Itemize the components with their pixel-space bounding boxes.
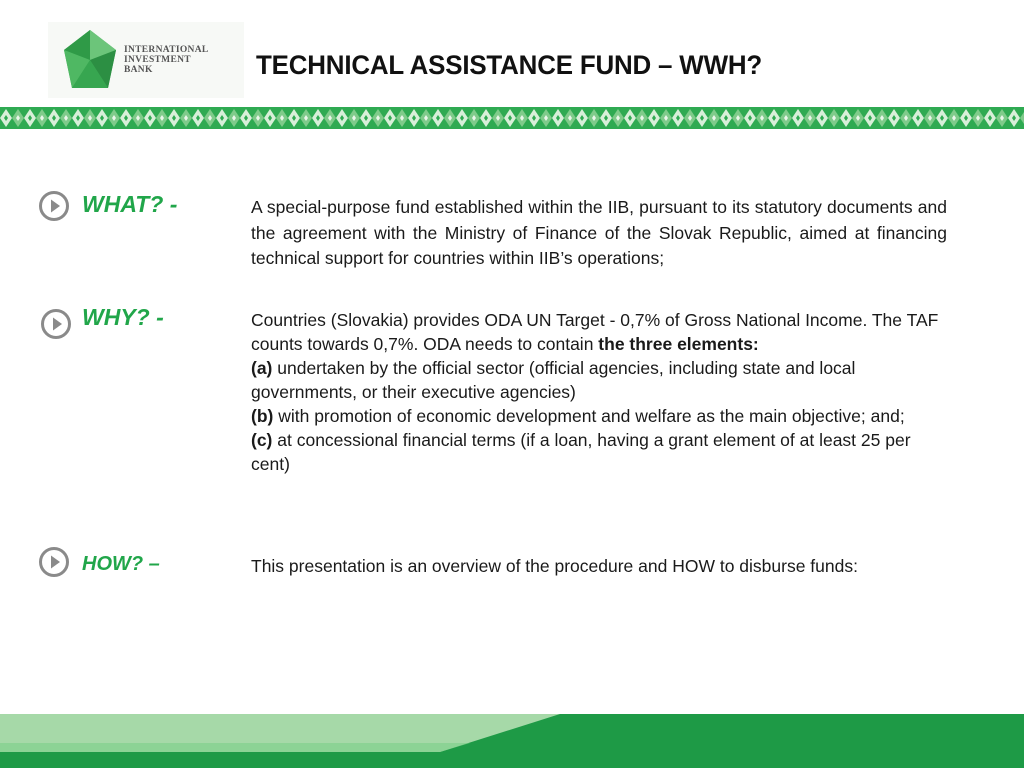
why-item-c: [251, 428, 947, 476]
iib-logo: [48, 22, 244, 98]
logo-line-2: INVESTMENT: [124, 55, 191, 65]
why-item-marker: (b): [251, 406, 274, 426]
iib-diamond-logo-icon: [62, 28, 118, 92]
logo-line-3: BANK: [124, 65, 153, 75]
why-item-b: [251, 404, 947, 428]
why-intro: [251, 308, 947, 356]
decorative-pattern-band: [0, 107, 1024, 129]
logo-wordmark: [124, 45, 209, 75]
why-item-text: with promotion of economic development and welfare as the main objective; and;: [273, 406, 905, 426]
why-text: [251, 308, 947, 476]
logo-line-1: INTERNATIONAL: [124, 45, 209, 55]
why-item-marker: (a): [251, 358, 273, 378]
why-item-text: undertaken by the official sector (official agencies, including state and local governments, or their executive agencies): [251, 358, 856, 402]
slide-title: TECHNICAL ASSISTANCE FUND – WWH?: [256, 50, 763, 80]
how-text: This presentation is an overview of the procedure and HOW to disburse funds:: [251, 556, 858, 576]
play-circle-icon: [38, 190, 70, 222]
why-item-text: at concessional financial terms (if a loan, having a grant element of at least 25 per cent): [251, 430, 911, 474]
play-circle-icon: [38, 546, 70, 578]
play-circle-icon: [40, 308, 72, 340]
why-item-a: [251, 356, 947, 404]
why-label: WHY? -: [82, 304, 164, 330]
why-intro-text: Countries (Slovakia) provides ODA UN Target - 0,7% of Gross National Income. The TAF counts towards 0,7%. ODA needs to contain: [251, 310, 939, 354]
how-label: HOW? –: [82, 553, 160, 575]
bottom-decorative-band: [0, 712, 1024, 768]
why-item-marker: (c): [251, 430, 273, 450]
what-text: A special-purpose fund established within the IIB, pursuant to its statutory documents and the agreement with the Ministry of Finance of the Slovak Republic, aimed at financing technical support for countries within IIB’s operations;: [251, 197, 947, 268]
why-intro-bold: the three elements:: [598, 334, 759, 354]
what-label: WHAT? -: [82, 191, 178, 217]
